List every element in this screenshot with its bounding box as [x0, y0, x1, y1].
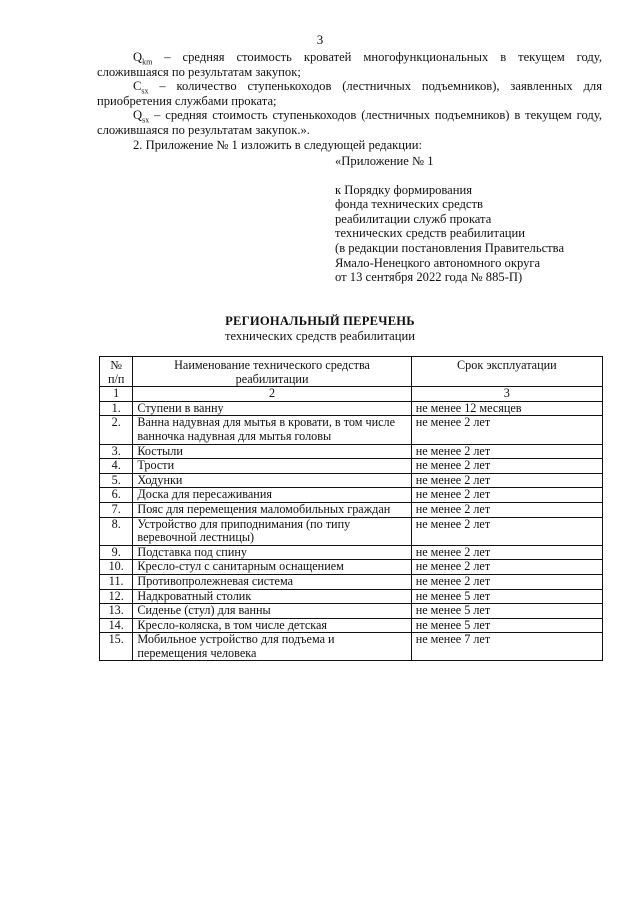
row-name: Сиденье (стул) для ванны	[133, 604, 411, 619]
table-row	[100, 618, 603, 633]
row-term: не менее 5 лет	[411, 618, 602, 633]
index-cell: 3	[411, 387, 602, 402]
paragraph-qsx	[97, 108, 602, 137]
table-index-row	[100, 387, 603, 402]
row-name: Подставка под спину	[133, 545, 411, 560]
table-row	[100, 604, 603, 619]
row-term: не менее 5 лет	[411, 589, 602, 604]
row-name: Противопролежневая система	[133, 574, 411, 589]
paragraph-text: – средняя стоимость ступенькоходов (лестничных подъемников) в текущем году, сложившаяся по результатам закупок.».	[97, 108, 602, 137]
row-number: 15.	[100, 633, 133, 661]
row-name: Костыли	[133, 444, 411, 459]
table-row	[100, 502, 603, 517]
row-term: не менее 2 лет	[411, 488, 602, 503]
appendix-line: (в редакции постановления Правительства	[335, 240, 565, 255]
list-title-sub: технических средств реабилитации	[224, 329, 415, 343]
table-row	[100, 545, 603, 560]
body-text	[97, 50, 602, 152]
appendix-line: Ямало-Ненецкого автономного округа	[335, 255, 541, 270]
row-name: Кресло-коляска, в том числе детская	[133, 618, 411, 633]
row-name: Ванна надувная для мытья в кровати, в том числе ванночка надувная для мытья головы	[133, 416, 411, 444]
table-row	[100, 444, 603, 459]
table-row	[100, 488, 603, 503]
row-term: не менее 2 лет	[411, 517, 602, 545]
row-name: Мобильное устройство для подъема и перемещения человека	[133, 633, 411, 661]
table-header-row	[100, 357, 603, 387]
subscript: sx	[141, 86, 149, 96]
paragraph-csx	[97, 79, 602, 108]
row-number: 14.	[100, 618, 133, 633]
table-row	[100, 473, 603, 488]
row-name: Ступени в ванну	[133, 401, 411, 416]
row-name: Устройство для приподнимания (по типу веревочной лестницы)	[133, 517, 411, 545]
table-row	[100, 560, 603, 575]
header-term: Срок эксплуатации	[411, 357, 602, 387]
row-name: Кресло-стул с санитарным оснащением	[133, 560, 411, 575]
appendix-line: фонда технических средств	[335, 197, 483, 212]
row-term: не менее 2 лет	[411, 416, 602, 444]
table-row	[100, 517, 603, 545]
row-number: 11.	[100, 574, 133, 589]
row-term: не менее 2 лет	[411, 502, 602, 517]
table-row	[100, 416, 603, 444]
page-number: 3	[316, 32, 324, 47]
table-row	[100, 401, 603, 416]
row-number: 8.	[100, 517, 133, 545]
header-number: № п/п	[100, 357, 133, 387]
table-row	[100, 633, 603, 661]
row-number: 4.	[100, 459, 133, 474]
row-number: 12.	[100, 589, 133, 604]
index-cell: 1	[100, 387, 133, 402]
symbol: Q	[133, 50, 143, 64]
row-term: не менее 2 лет	[411, 444, 602, 459]
row-name: Доска для пересаживания	[133, 488, 411, 503]
paragraph-qkm	[97, 50, 602, 79]
symbol: C	[133, 79, 142, 94]
row-number: 3.	[100, 444, 133, 459]
row-term: не менее 2 лет	[411, 574, 602, 589]
row-number: 6.	[100, 488, 133, 503]
row-name: Пояс для перемещения маломобильных граждан	[133, 502, 411, 517]
row-term: не менее 5 лет	[411, 604, 602, 619]
row-name: Трости	[133, 459, 411, 474]
appendix-line: технических средств реабилитации	[335, 226, 526, 241]
appendix-header	[335, 154, 564, 285]
appendix-line: к Порядку формирования	[335, 182, 473, 197]
row-term: не менее 7 лет	[411, 633, 602, 661]
paragraph-text: 2. Приложение № 1 изложить в следующей редакции:	[133, 137, 422, 152]
row-term: не менее 2 лет	[411, 545, 602, 560]
paragraph-text: – количество ступенькоходов (лестничных подъемников), заявленных для приобретения службами проката;	[97, 79, 602, 108]
appendix-line: от 13 сентября 2022 года № 885-П)	[335, 270, 523, 285]
paragraph-text: – средняя стоимость кроватей многофункциональных в текущем году, сложившаяся по результатам закупок;	[97, 50, 602, 79]
index-cell: 2	[133, 387, 411, 402]
row-number: 1.	[100, 401, 133, 416]
row-term: не менее 2 лет	[411, 473, 602, 488]
row-number: 2.	[100, 416, 133, 444]
subscript: sx	[142, 115, 150, 125]
row-term: не менее 2 лет	[411, 560, 602, 575]
table-body	[100, 387, 603, 661]
appendix-title: «Приложение № 1	[335, 154, 434, 168]
row-term: не менее 2 лет	[411, 459, 602, 474]
header-name: Наименование технического средства реабилитации	[133, 357, 411, 387]
row-number: 9.	[100, 545, 133, 560]
table-row	[100, 589, 603, 604]
table-row	[100, 574, 603, 589]
row-number: 10.	[100, 560, 133, 575]
row-name: Надкроватный столик	[133, 589, 411, 604]
row-number: 13.	[100, 604, 133, 619]
list-title	[0, 314, 640, 344]
subscript: km	[142, 57, 153, 67]
rehabilitation-table	[99, 356, 603, 661]
list-title-main: РЕГИОНАЛЬНЫЙ ПЕРЕЧЕНЬ	[225, 314, 415, 328]
row-name: Ходунки	[133, 473, 411, 488]
row-term: не менее 12 месяцев	[411, 401, 602, 416]
appendix-line: реабилитации служб проката	[335, 211, 492, 226]
row-number: 5.	[100, 473, 133, 488]
paragraph-item-2	[97, 138, 602, 153]
row-number: 7.	[100, 502, 133, 517]
symbol: Q	[133, 108, 143, 123]
table-row	[100, 459, 603, 474]
